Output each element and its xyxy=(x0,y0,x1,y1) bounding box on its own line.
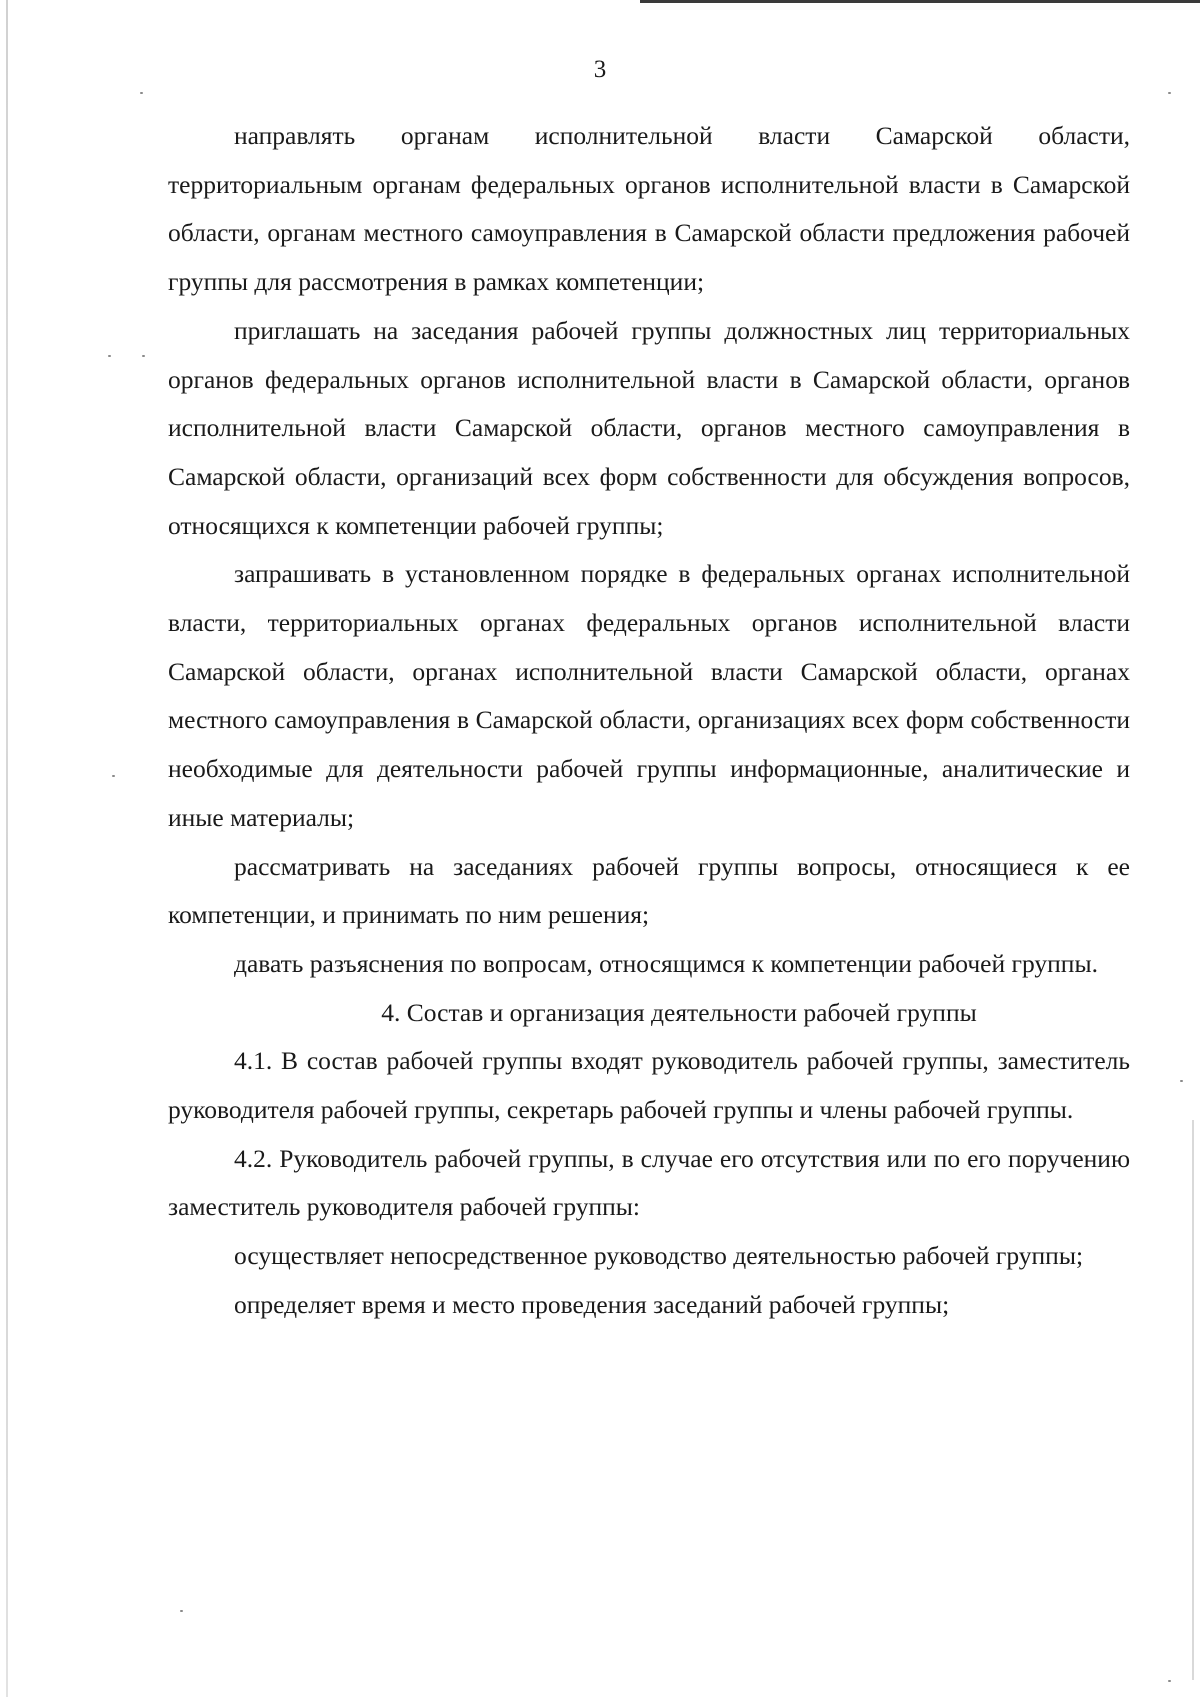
paragraph-request-materials: запрашивать в установленном порядке в федеральных органах исполнительной власти, территориальных органах федеральных органов исполнительной власти Самарской области, органах исполнительной власти Самарской области, органах местного самоуправления в Самарской области, организациях всех форм собственности необходимые для деятельности рабочей группы информационные, аналитические и иные материалы; xyxy=(168,559,1130,832)
scan-border-right xyxy=(1192,1120,1194,1680)
scan-speck xyxy=(140,92,143,94)
section-heading-composition: 4. Состав и организация деятельности рабочей группы xyxy=(381,997,977,1027)
scan-border-top xyxy=(640,0,1200,3)
paragraph-give-explanations: давать разъяснения по вопросам, относящимся к компетенции рабочей группы. xyxy=(234,948,1098,978)
scan-speck xyxy=(108,355,111,357)
paragraph-4-2-head-duties: 4.2. Руководитель рабочей группы, в случае его отсутствия или по его поручению заместитель руководителя рабочей группы: xyxy=(168,1143,1130,1222)
scan-speck xyxy=(112,775,115,777)
paragraph-meeting-time-place: определяет время и место проведения заседаний рабочей группы; xyxy=(234,1289,950,1319)
page-number: 3 xyxy=(593,56,607,83)
paragraph-invite-officials: приглашать на заседания рабочей группы должностных лиц территориальных органов федеральных органов исполнительной власти в Самарской области, органов исполнительной власти Самарской области, органов местного самоуправления в Самарской области, организаций всех форм собственности для обсуждения вопросов, относящихся к компетенции рабочей группы; xyxy=(168,315,1130,540)
paragraph-send-proposals: направлять органам исполнительной власти Самарской области, территориальным органам федеральных органов исполнительной власти в Самарской области, органам местного самоуправления в Самарской области предложения рабочей группы для рассмотрения в рамках компетенции; xyxy=(168,121,1130,297)
scan-speck xyxy=(142,355,145,357)
document-body xyxy=(168,112,1130,1330)
scan-speck xyxy=(1168,92,1171,94)
paragraph-consider-issues: рассматривать на заседаниях рабочей группы вопросы, относящиеся к ее компетенции, и принимать по ним решения; xyxy=(168,851,1130,930)
scan-speck xyxy=(1168,1680,1171,1682)
paragraph-direct-management: осуществляет непосредственное руководство деятельностью рабочей группы; xyxy=(234,1241,1084,1271)
scan-border-left xyxy=(6,0,8,1697)
scan-speck xyxy=(180,1610,183,1612)
paragraph-4-1-composition: 4.1. В состав рабочей группы входят руководитель рабочей группы, заместитель руководителя рабочей группы, секретарь рабочей группы и члены рабочей группы. xyxy=(168,1046,1130,1125)
scan-speck xyxy=(1180,1080,1183,1082)
